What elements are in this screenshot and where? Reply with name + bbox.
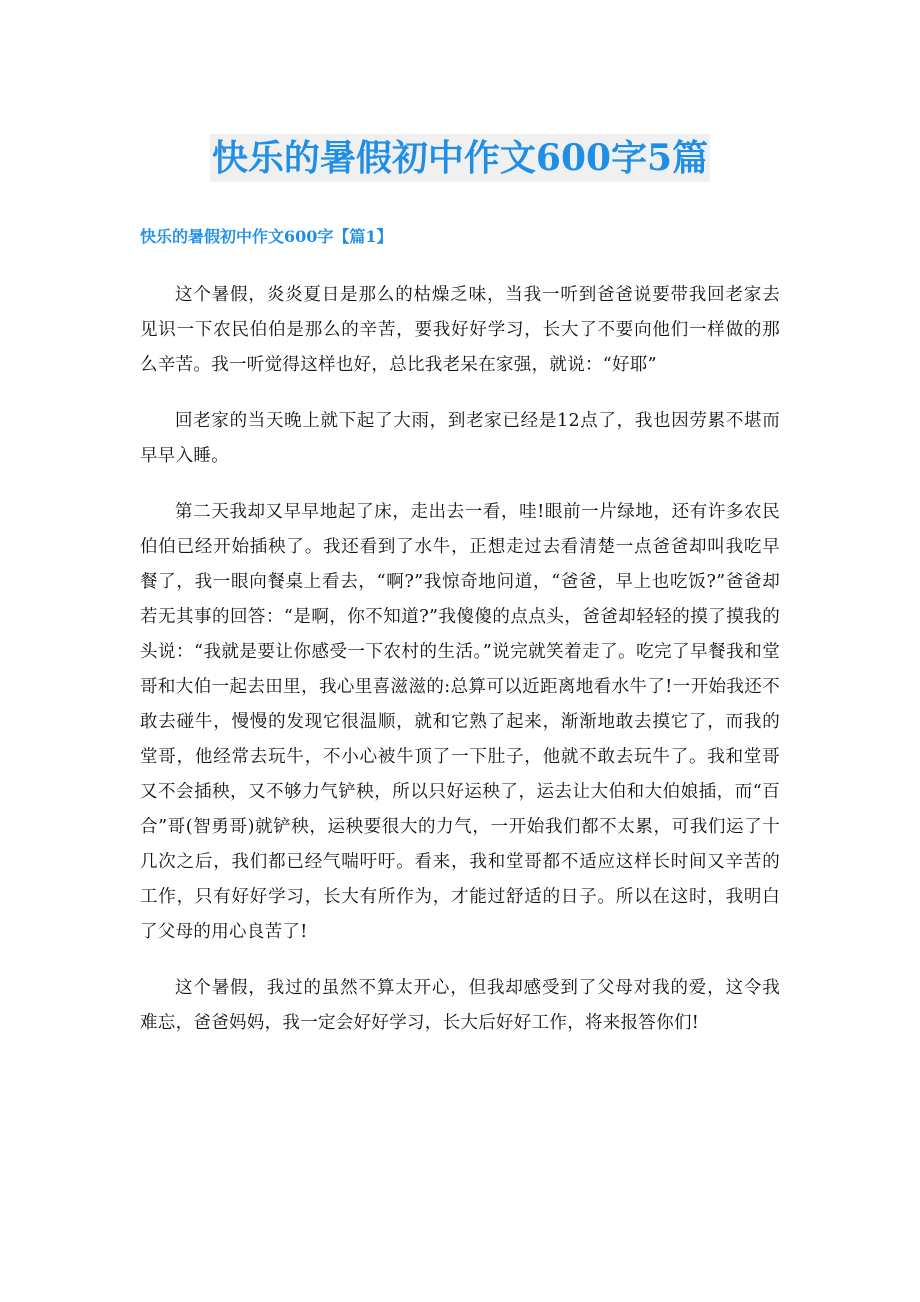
essay-body	[140, 278, 780, 1062]
paragraph-4: 这个暑假，我过的虽然不算太开心，但我却感受到了父母对我的爱，这令我难忘，爸爸妈妈，我一定会好好学习，长大后好好工作，将来报答你们!	[140, 978, 780, 1033]
paragraph-2: 回老家的当天晚上就下起了大雨，到老家已经是12点了，我也因劳累不堪而早早入睡。	[140, 411, 780, 466]
paragraph-1: 这个暑假，炎炎夏日是那么的枯燥乏味，当我一听到爸爸说要带我回老家去见识一下农民伯伯是那么的辛苦，要我好好学习，长大了不要向他们一样做的那么辛苦。我一听觉得这样也好，总比我老呆在家强，就说：“好耶”	[140, 285, 780, 375]
title-wrapper	[0, 134, 920, 182]
section-heading: 快乐的暑假初中作文600字【篇1】	[140, 227, 393, 246]
document-title: 快乐的暑假初中作文600字5篇	[210, 134, 710, 182]
paragraph-3: 第二天我却又早早地起了床，走出去一看，哇!眼前一片绿地，还有许多农民伯伯已经开始插秧了。我还看到了水牛，正想走过去看清楚一点爸爸却叫我吃早餐了，我一眼向餐桌上看去，“啊?”我惊奇地问道，“爸爸，早上也吃饭?”爸爸却若无其事的回答：“是啊，你不知道?”我傻傻的点点头，爸爸却轻轻的摸了摸我的头说：“我就是要让你感受一下农村的生活。”说完就笑着走了。吃完了早餐我和堂哥和大伯一起去田里，我心里喜滋滋的:总算可以近距离地看水牛了!一开始我还不敢去碰牛，慢慢的发现它很温顺，就和它熟了起来，渐渐地敢去摸它了，而我的堂哥，他经常去玩牛，不小心被牛顶了一下肚子，他就不敢去玩牛了。我和堂哥又不会插秧，又不够力气铲秧，所以只好运秧了，运去让大伯和大伯娘插，而“百合”哥(智勇哥)就铲秧，运秧要很大的力气，一开始我们都不太累，可我们运了十几次之后，我们都已经气喘吁吁。看来，我和堂哥都不适应这样长时间又辛苦的工作，只有好好学习，长大有所作为，才能过舒适的日子。所以在这时，我明白了父母的用心良苦了!	[140, 502, 780, 942]
